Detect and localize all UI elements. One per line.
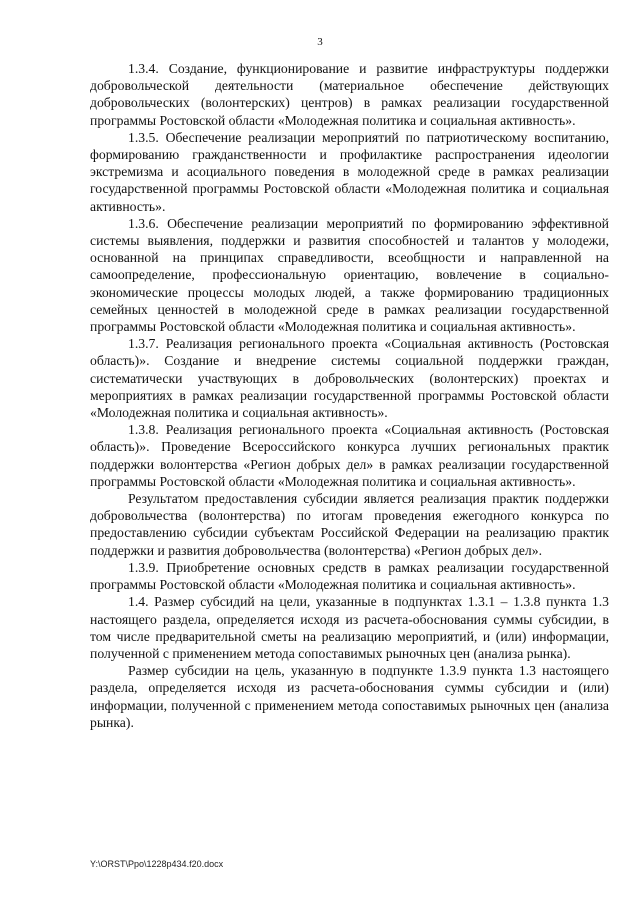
paragraph-1-3-9: 1.3.9. Приобретение основных средств в рамках реализации государственной программы Ростовской области «Молодежная политика и социальная активность».: [90, 559, 609, 593]
paragraph-subsidy-result: Результатом предоставления субсидии является реализация практик поддержки добровольчества (волонтерства) по итогам проведения ежегодного конкурса по предоставлению субсидии субъектам Российской Федерации на реализацию практик поддержки и развития добровольчества (волонтерства) «Регион добрых дел».: [90, 491, 609, 558]
paragraph-1-3-8: 1.3.8. Реализация регионального проекта «Социальная активность (Ростовская область)». Проведение Всероссийского конкурса лучших региональных практик поддержки волонтерства «Регион добрых дел» в рамках реализации государственной программы Ростовской области «Молодежная политика и социальная активность».: [90, 422, 609, 489]
paragraph-1-3-4: 1.3.4. Создание, функционирование и развитие инфраструктуры поддержки добровольческой деятельности (материальное обеспечение действующих добровольческих (волонтерских) центров) в рамках реализации государственной программы Ростовской области «Молодежная политика и социальная активность».: [90, 61, 609, 128]
paragraph-1-3-7: 1.3.7. Реализация регионального проекта «Социальная активность (Ростовская область)». Создание и внедрение системы социальной поддержки граждан, систематически участвующих в добровольческих (волонтерских) проектах и мероприятиях в рамках реализации государственной программы Ростовской области «Молодежная политика и социальная активность».: [90, 336, 609, 421]
paragraph-subsidy-size: Размер субсидии на цель, указанную в подпункте 1.3.9 пункта 1.3 настоящего раздела, определяется исходя из расчета-обоснования суммы субсидии и (или) информации, полученной с применением метода сопоставимых рыночных цен (анализа рынка).: [90, 663, 609, 730]
document-body: [90, 60, 609, 731]
paragraph-1-4: 1.4. Размер субсидий на цели, указанные в подпунктах 1.3.1 – 1.3.8 пункта 1.3 настоящего раздела, определяется исходя из расчета-обоснования суммы субсидии, в том числе предварительной сметы на реализацию мероприятий, и (или) информации, полученной с применением метода сопоставимых рыночных цен (анализа рынка).: [90, 594, 609, 661]
page-number: 3: [317, 36, 323, 48]
paragraph-1-3-5: 1.3.5. Обеспечение реализации мероприятий по патриотическому воспитанию, формированию гражданственности и профилактике распространения идеологии экстремизма и асоциального поведения в молодежной среде в рамках реализации государственной программы Ростовской области «Молодежная политика и социальная активность».: [90, 129, 609, 214]
paragraph-1-3-6: 1.3.6. Обеспечение реализации мероприятий по формированию эффективной системы выявления, поддержки и развития способностей и талантов у молодежи, основанной на принципах справедливости, всеобщности и направленной на самоопределение, профессиональную ориентацию, вовлечение в социально-экономические процессы молодых людей, а также формированию традиционных семейных ценностей в молодежной среде в рамках реализации государственной программы Ростовской области «Молодежная политика и социальная активность».: [90, 215, 609, 335]
footer-file-path: Y:\ORST\Ppo\1228p434.f20.docx: [90, 859, 224, 869]
